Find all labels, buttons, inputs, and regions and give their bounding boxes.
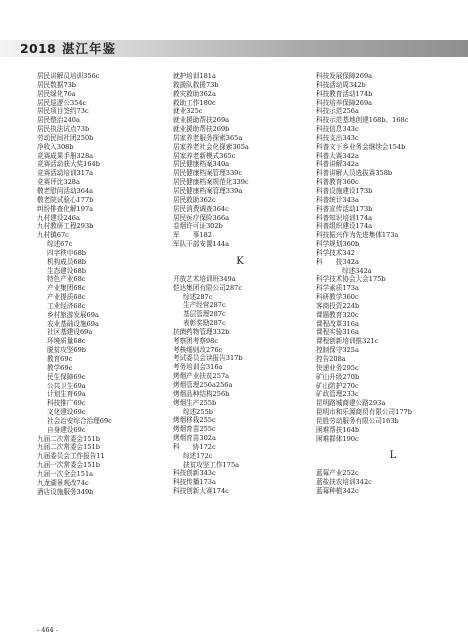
index-entry: 居民医疗保险366a <box>173 213 230 222</box>
index-entry: 综述255b <box>183 407 213 416</box>
index-entry: 居民数据73b <box>37 80 76 89</box>
index-entry: 科普宣传活动173b <box>316 204 373 213</box>
index-entry: 民生保障69c <box>47 372 86 381</box>
index-entry: 课程实验316a <box>316 328 359 337</box>
index-entry: 教学69c <box>47 363 73 372</box>
index-entry: 九届二次常委会151b <box>37 443 100 452</box>
index-entry: 九届委员会工作报告11 <box>37 452 105 461</box>
index-entry: 军队干部安置144a <box>173 240 230 249</box>
index-entry: 科普知识培训174a <box>316 213 373 222</box>
index-entry: 纠纷排查化解197a <box>37 204 94 213</box>
index-entry: 产业提质68c <box>47 293 86 302</box>
index-entry: 矿山升级270b <box>316 372 360 381</box>
index-entry: 科普组织建设174a <box>316 222 373 231</box>
index-entry: 公共卫生69a <box>47 381 86 390</box>
index-entry: 快递业务295c <box>316 363 359 372</box>
index-entry: 居民巡逻公354c <box>37 98 87 107</box>
index-entry: 表彰奖励287c <box>183 319 226 328</box>
index-entry: 科技发展保障269a <box>316 72 373 80</box>
index-entry: 科学技术342 <box>316 248 355 257</box>
index-entry: 敬老慰问活动364a <box>37 186 94 195</box>
running-title <box>20 40 116 57</box>
index-entry: 考试委员会读报告317b <box>173 354 243 363</box>
index-entry: 烤烟移栽255c <box>173 416 216 425</box>
index-entry: 昆明市和乐源商贸有限公司177b <box>316 408 412 417</box>
index-entry: 蓝莓种植342c <box>316 487 359 496</box>
index-entry: 文化建设69c <box>47 408 86 417</box>
index-entry: 环境质量68c <box>47 337 86 346</box>
index-entry: 恺达集团有限公司287c <box>173 283 243 292</box>
index-entry: 考务培训会316a <box>173 363 223 372</box>
index-entry: 救灾救助362a <box>173 89 216 98</box>
index-entry: 科普讲解342a <box>316 160 359 169</box>
index-entry: 科学技术协会大会175b <box>316 275 386 284</box>
header-year: 2018 <box>20 41 56 56</box>
index-entry: 就业325c <box>173 107 203 116</box>
index-entry: 居家养老社会化探索365a <box>173 142 249 151</box>
index-entry: 课程改革316a <box>316 319 359 328</box>
index-entry: 就护培训181a <box>173 72 216 80</box>
index-entry: 科学规划360b <box>316 240 360 249</box>
index-entry: 科技信息343c <box>316 125 359 134</box>
index-entry: 居民绿化76a <box>37 89 76 98</box>
index-entry: 考核细则改276c <box>173 345 223 354</box>
index-entry: 居民健康档案管理339c <box>173 169 243 178</box>
index-entry: 综述287c <box>183 292 213 301</box>
index-entry: 卷烟许可证302b <box>173 222 223 231</box>
index-entry: 竞赛活动获大奖164b <box>37 160 100 169</box>
index-entry: 科研教学360c <box>316 293 359 302</box>
index-entry: 脱贫攻坚69b <box>47 346 86 355</box>
index-entry: 救援队救援73b <box>173 80 219 89</box>
index-entry: 开放艺术培训班349a <box>173 274 236 283</box>
index-entry: 科技教育活动174b <box>316 89 373 98</box>
index-entry: 九村教研工程293b <box>37 222 94 231</box>
index-entry: 居民执法试点73b <box>37 125 90 134</box>
index-entry: 科技示范基地创建168b、168c <box>316 116 409 125</box>
index-entry: 昆明路城商建公路293a <box>316 399 386 408</box>
index-entry: 自身建设69c <box>47 425 86 434</box>
index-entry: 综述172c <box>183 451 213 460</box>
index-entry: 劳动民间社团250b <box>37 133 94 142</box>
index-entry: 九届一次全会151a <box>37 469 94 478</box>
index-entry: 计划生育69a <box>47 390 86 399</box>
header-title: 湛江年鉴 <box>62 41 117 56</box>
index-entry: 就业援助帮扶269b <box>173 125 230 134</box>
index-entry: 工业经济68c <box>47 301 86 310</box>
index-entry: 科 技342a <box>316 257 359 266</box>
index-entry: 综述342a <box>342 266 372 275</box>
index-entry: 居民健康档案340a <box>173 160 230 169</box>
index-entry: 扶贫攻坚工作175a <box>183 460 240 469</box>
index-entry: 九届一次常委会151b <box>37 461 100 470</box>
index-entry: 困难群体190c <box>316 434 359 443</box>
index-entry: 居民整治240a <box>37 116 80 125</box>
index-entry: 客商投资224b <box>316 301 360 310</box>
index-entry: 净收入308b <box>37 142 74 151</box>
section-letter: K <box>236 255 244 267</box>
index-entry: 机构成员68b <box>47 257 86 266</box>
index-entry: 竞赛评比328a <box>37 178 80 187</box>
index-entry: 课程创新培训推321c <box>316 337 379 346</box>
index-entry: 课题教育320c <box>316 310 359 319</box>
index-entry: 烤烟育苗255c <box>173 425 216 434</box>
index-entry: 矿政管理233c <box>316 390 359 399</box>
index-entry: 科技创新大赛174c <box>173 487 229 496</box>
index-entry: 居民讲解员培训356c <box>37 72 100 80</box>
index-entry: 考察团考察98c <box>173 336 219 345</box>
index-entry: 教育69c <box>47 355 73 363</box>
index-entry: 烤烟生产255b <box>173 398 217 407</box>
index-entry: 竞赛成果手册328a <box>37 151 94 160</box>
index-entry: 控制保守325a <box>316 346 359 355</box>
index-entry: 酒店设施服务349b <box>37 487 94 496</box>
index-entry: 科普大赛342a <box>316 151 359 160</box>
index-entry: 敬老院试验心177b <box>37 195 94 204</box>
index-entry: 九村建设246a <box>37 213 80 222</box>
index-entry: 军 事182 <box>173 231 212 240</box>
index-entry: 科技振兴作为先进集体173a <box>316 231 399 240</box>
index-entry: 产业集团68c <box>47 284 86 293</box>
index-entry: 九届二次常委会151b <box>37 434 100 443</box>
index-entry: 困难帮扶164b <box>316 425 360 434</box>
index-entry: 居家养老新模式365c <box>173 151 236 160</box>
page-header <box>0 0 468 66</box>
index-entry: 科普讲解人员选拔赛358b <box>316 169 393 178</box>
index-entry: 控告208a <box>316 355 346 363</box>
index-entry: 综述67c <box>47 240 73 249</box>
index-entry: 抗菌药物管理332b <box>173 327 230 336</box>
index-entry: 居民健康档案管理339a <box>173 186 243 195</box>
section-letter: L <box>389 450 397 462</box>
index-entry: 居民救助362c <box>173 195 216 204</box>
index-entry: 科技活动周342b <box>316 80 366 89</box>
index-entry: 居民健康档案规范化339c <box>173 178 249 187</box>
index-entry: 农业基础设施69a <box>47 319 99 328</box>
index-entry: 蓝莓产业252c <box>316 469 359 478</box>
index-entry: 科普统计343a <box>316 195 359 204</box>
index-column-3 <box>316 72 458 496</box>
index-entry: 竞赛活动培训317a <box>37 169 94 178</box>
index-entry: 烤烟育苗302a <box>173 434 216 443</box>
index-entry: 救助工作180c <box>173 98 216 107</box>
index-entry: 科技创新343c <box>173 469 216 478</box>
index-entry: 社会治安综合治理69c <box>47 416 112 425</box>
index-entry: 生态建设68b <box>47 266 86 275</box>
index-entry: 科技推广69c <box>47 399 86 408</box>
index-entry: 居民项目签约73c <box>37 107 89 116</box>
index-entry: 烤烟品种结构256b <box>173 389 230 398</box>
index-entry: 基层管理287c <box>183 310 226 319</box>
index-entry: 乡村旅游发展69a <box>47 310 99 319</box>
index-entry: 蓝盐扶农培训342c <box>316 478 372 487</box>
index-entry: 科技支出343c <box>316 133 359 142</box>
index-entry: 四字秩申68b <box>47 248 86 257</box>
index-entry: 科普设施建设173b <box>316 186 373 195</box>
page-number: - 464 - <box>37 626 58 634</box>
index-entry: 九龙湖景观改74c <box>37 478 89 487</box>
index-entry: 科技培养保障269a <box>316 98 373 107</box>
index-entry: 居家养老服务探索365a <box>173 133 243 142</box>
index-entry: 九村镇67c <box>37 231 69 240</box>
index-entry: 科 协172c <box>173 442 216 451</box>
index-entry: 科普文下乡业务会继续会154b <box>316 142 406 151</box>
index-entry: 科技传播173a <box>173 478 216 487</box>
index-entry: 居民消费调查364c <box>173 204 229 213</box>
index-entry: 科学素质173a <box>316 284 359 293</box>
index-entry: 科普教育360c <box>316 178 359 187</box>
index-entry: 生产经营287c <box>183 301 226 310</box>
index-entry: 矿山防护270c <box>316 381 359 390</box>
index-entry: 特色产业68c <box>47 275 86 284</box>
index-column-1 <box>37 72 157 497</box>
index-entry: 烤烟管理256a256a <box>173 381 233 389</box>
index-entry: 昆胜劳动服务有限公司163b <box>316 416 399 425</box>
index-entry: 烤烟产业扶贫257a <box>173 372 230 381</box>
index-column-2 <box>173 72 295 496</box>
index-entry: 就业援助帮扶269a <box>173 116 230 125</box>
index-entry: 社区基建设69a <box>47 328 93 337</box>
index-entry: 科技示范256a <box>316 107 359 116</box>
